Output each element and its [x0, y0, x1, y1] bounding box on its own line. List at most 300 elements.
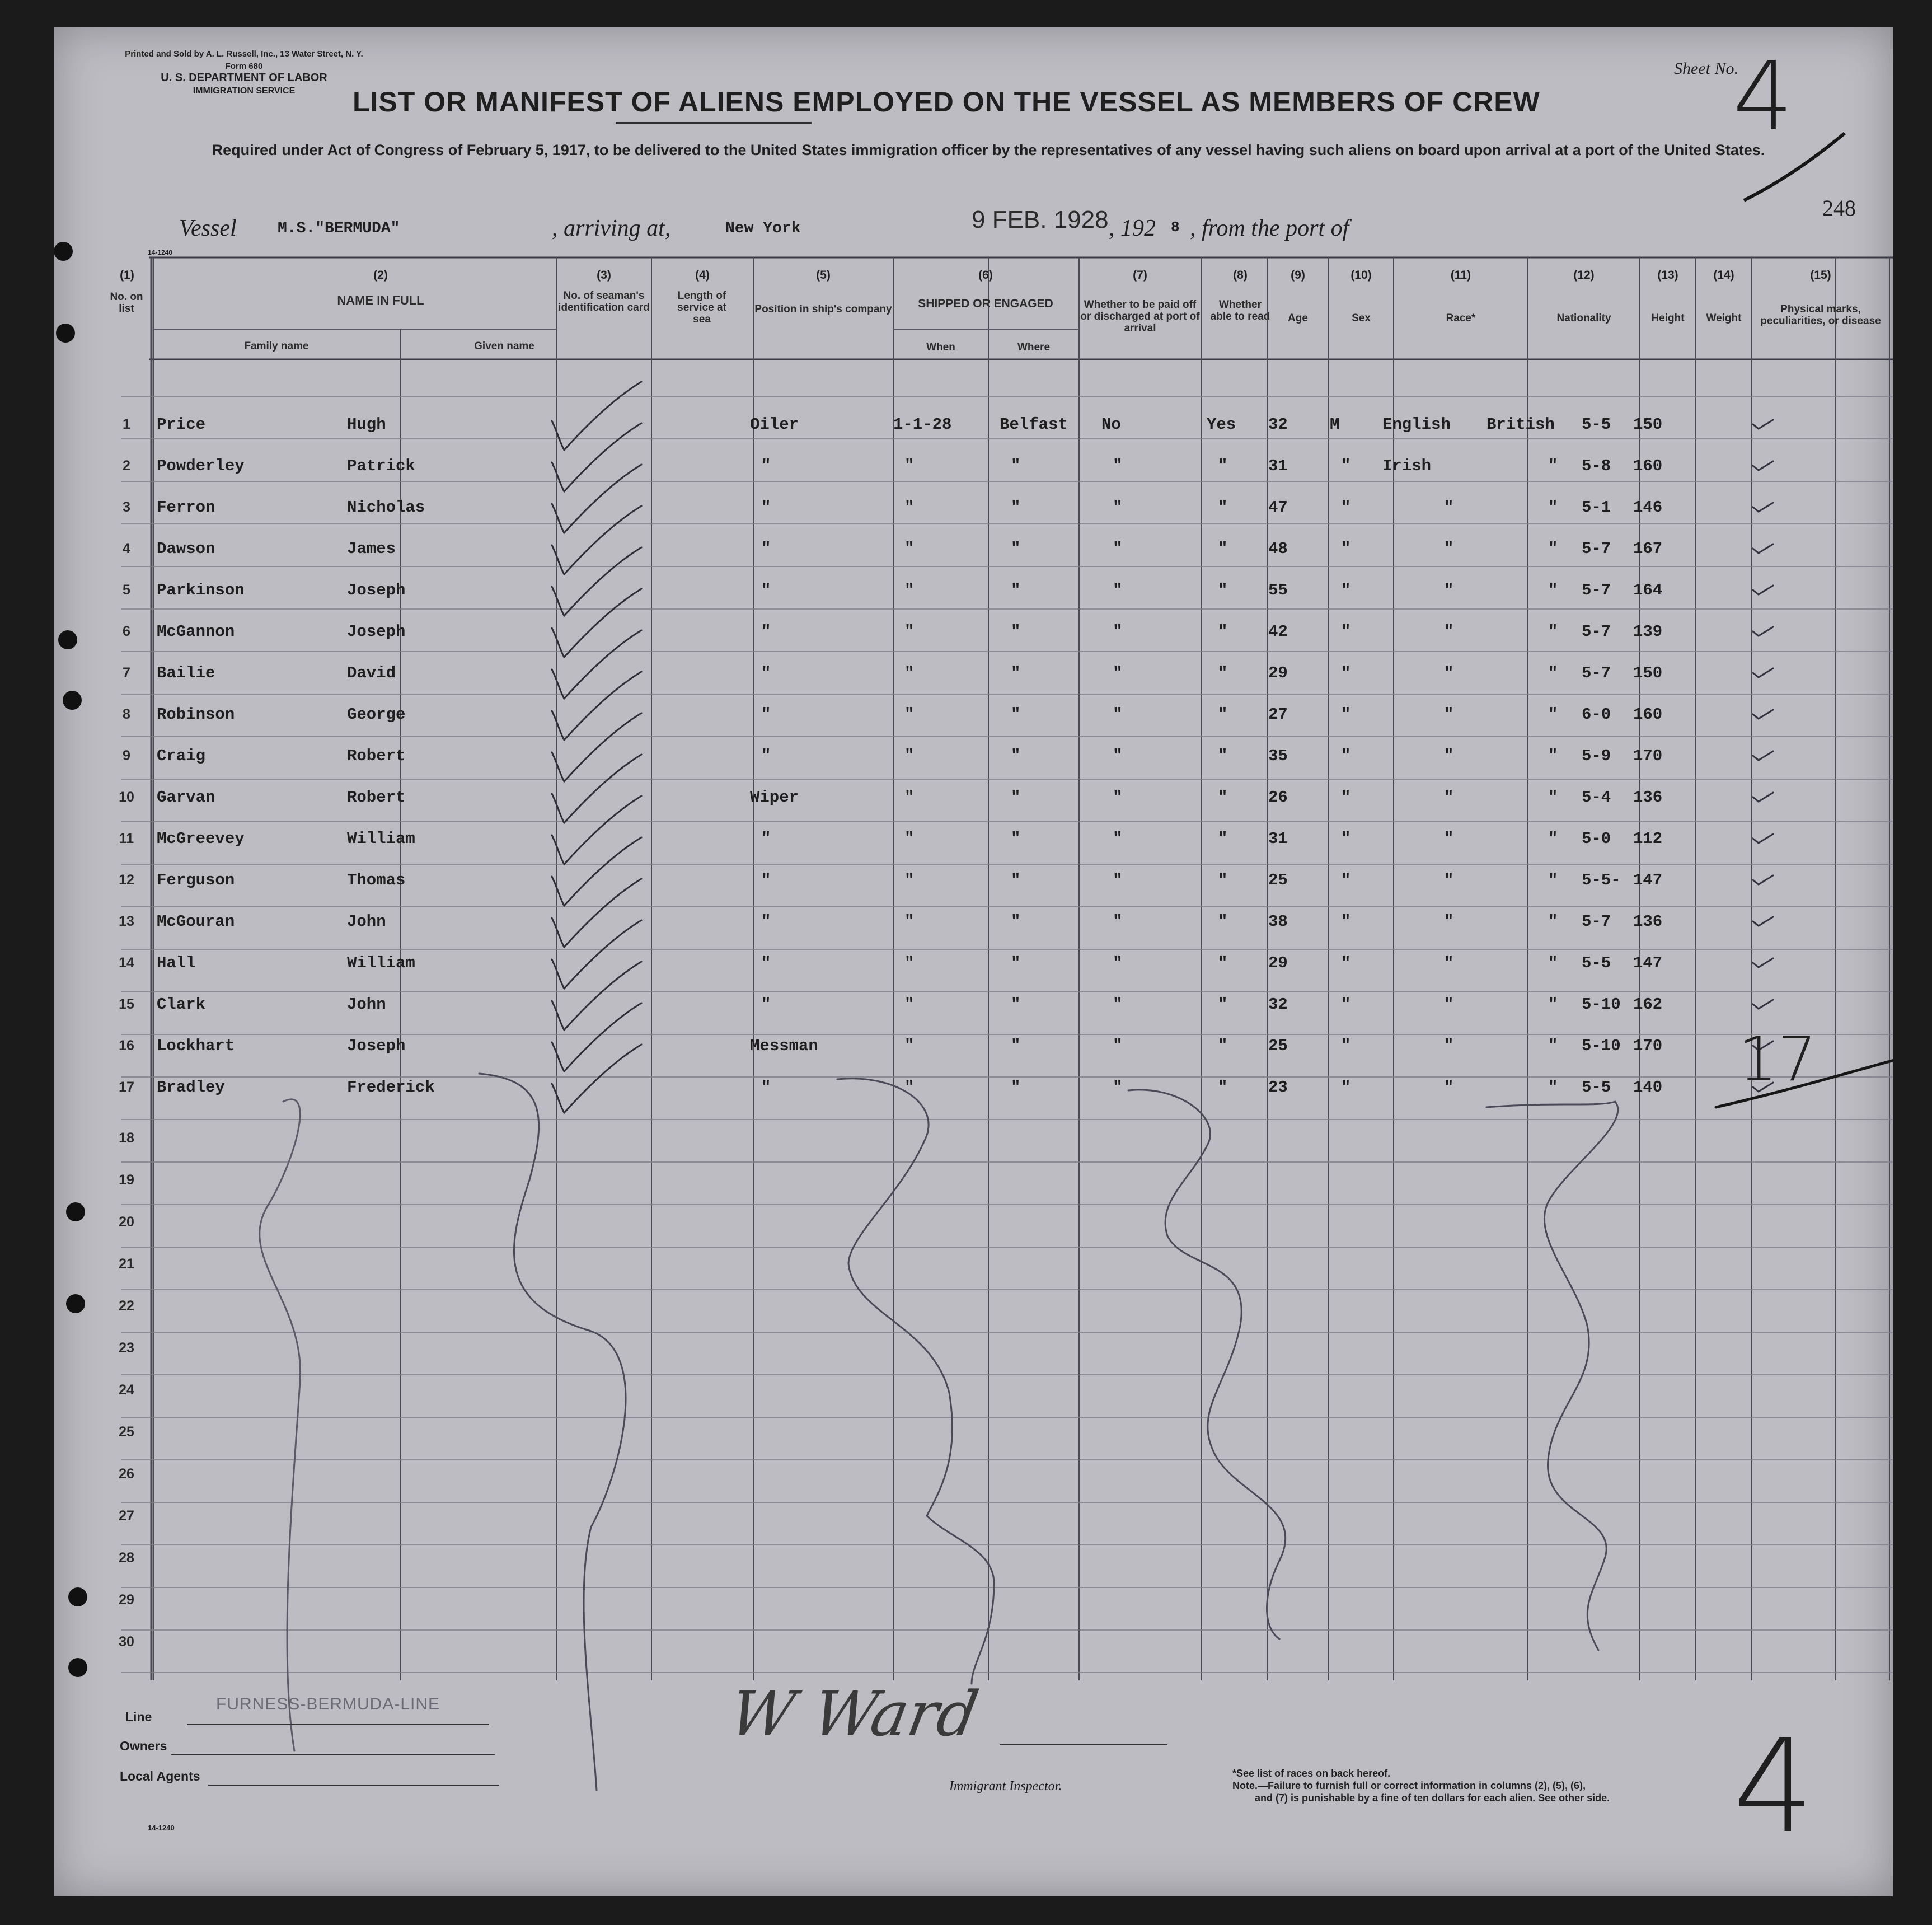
pencil-mark	[1753, 627, 1773, 636]
cell-paid: "	[1113, 457, 1123, 475]
cell-paid: "	[1113, 871, 1123, 889]
cell-height: 5-1	[1582, 498, 1611, 517]
line-label: Line	[125, 1709, 152, 1724]
row-number: 10	[119, 789, 134, 805]
cell-position: "	[761, 705, 771, 724]
cell-nationality: "	[1548, 954, 1558, 972]
pencil-mark	[1486, 1102, 1618, 1650]
cell-age: 27	[1268, 705, 1288, 724]
row-number: 25	[119, 1424, 134, 1440]
pencil-mark	[552, 589, 641, 657]
cell-age: 32	[1268, 415, 1288, 434]
pencil-mark	[552, 713, 641, 781]
cell-weight: 112	[1633, 830, 1663, 848]
cell-nationality: "	[1548, 457, 1558, 475]
cell-race: "	[1444, 664, 1454, 682]
cell-position: "	[761, 747, 771, 765]
pencil-mark	[1128, 1090, 1286, 1639]
cell-family: McGannon	[157, 622, 235, 641]
cell-when: "	[904, 498, 915, 517]
cell-age: 26	[1268, 788, 1288, 807]
cell-sex: "	[1341, 1037, 1351, 1055]
row-number: 19	[119, 1172, 134, 1188]
cell-given: David	[347, 664, 396, 682]
inspector-label: Immigrant Inspector.	[949, 1779, 1062, 1793]
pencil-mark	[1753, 461, 1773, 470]
cell-height: 5-10	[1582, 1037, 1621, 1055]
row-number: 22	[119, 1298, 134, 1314]
year-suffix: 8	[1171, 219, 1180, 236]
row-number: 7	[123, 665, 130, 681]
arriving-label: , arriving at,	[552, 216, 671, 241]
cell-where: "	[1011, 1078, 1021, 1097]
line-rule	[187, 1724, 489, 1725]
cell-nationality: "	[1548, 871, 1558, 889]
pencil-mark	[837, 1079, 994, 1684]
binder-hole	[68, 1658, 87, 1677]
cell-age: 32	[1268, 995, 1288, 1014]
cell-position: Oiler	[750, 415, 799, 434]
pencil-mark	[1753, 544, 1773, 553]
pencil-mark	[1753, 793, 1773, 802]
cell-family: Price	[157, 415, 206, 434]
cell-where: "	[1011, 747, 1021, 765]
line-stamp: FURNESS-BERMUDA-LINE	[216, 1695, 440, 1713]
row-number: 29	[119, 1592, 134, 1608]
cell-position: "	[761, 1078, 771, 1097]
cell-sex: "	[1341, 705, 1351, 724]
cell-position: "	[761, 540, 771, 558]
manifest-sheet	[54, 27, 1893, 1896]
cell-sex: "	[1341, 1078, 1351, 1097]
cell-weight: 167	[1633, 540, 1663, 558]
cell-age: 47	[1268, 498, 1288, 517]
row-number: 18	[119, 1130, 134, 1146]
cell-when: "	[904, 581, 915, 599]
col7-number: (7)	[1133, 269, 1147, 282]
col6-where-header: Where	[1017, 341, 1051, 353]
year-label: , 192	[1109, 216, 1156, 241]
cell-age: 25	[1268, 1037, 1288, 1055]
cell-nationality: "	[1548, 622, 1558, 641]
cell-where: "	[1011, 457, 1021, 475]
row-number: 14	[119, 955, 134, 971]
cell-race: "	[1444, 830, 1454, 848]
cell-given: James	[347, 540, 396, 558]
col4-number: (4)	[695, 269, 710, 282]
pencil-mark	[552, 920, 641, 989]
cell-paid: No	[1101, 415, 1121, 434]
cell-where: "	[1011, 995, 1021, 1014]
pencil-mark	[1753, 586, 1773, 594]
col3-number: (3)	[597, 269, 611, 282]
cell-read: "	[1218, 954, 1228, 972]
binder-hole	[66, 1202, 85, 1221]
printer-line: Printed and Sold by A. L. Russell, Inc., 13 Water Street, N. Y.	[125, 49, 363, 59]
cell-read: "	[1218, 830, 1228, 848]
cell-where: "	[1011, 705, 1021, 724]
col10-number: (10)	[1350, 269, 1372, 282]
cell-read: "	[1218, 457, 1228, 475]
col10-header: Sex	[1352, 312, 1371, 324]
agents-rule	[208, 1785, 499, 1786]
row-number: 13	[119, 914, 134, 929]
cell-read: "	[1218, 1037, 1228, 1055]
col9-header: Age	[1288, 312, 1308, 324]
cell-when: "	[904, 871, 915, 889]
cell-paid: "	[1113, 705, 1123, 724]
row-number: 17	[119, 1079, 134, 1095]
cell-sex: "	[1341, 622, 1351, 641]
inspector-signature: W Ward	[724, 1678, 984, 1750]
pencil-mark	[1753, 1000, 1773, 1009]
binder-hole	[58, 630, 77, 649]
sheet-number: 4	[1733, 41, 1794, 152]
cell-paid: "	[1113, 954, 1123, 972]
row-number: 4	[123, 541, 130, 556]
cell-read: "	[1218, 664, 1228, 682]
col7-header: Whether to be paid off or discharged at port of arrival	[1080, 299, 1200, 334]
cell-given: John	[347, 912, 386, 931]
cell-race: "	[1444, 581, 1454, 599]
cell-family: Dawson	[157, 540, 215, 558]
cell-race: English	[1382, 415, 1451, 434]
owners-label: Owners	[120, 1739, 167, 1753]
col15-number: (15)	[1810, 269, 1831, 282]
cell-read: "	[1218, 498, 1228, 517]
row-number: 24	[119, 1382, 134, 1398]
cell-given: Joseph	[347, 622, 406, 641]
row-number: 28	[119, 1550, 134, 1566]
col5-number: (5)	[816, 269, 831, 282]
cell-sex: M	[1330, 415, 1340, 434]
cell-age: 55	[1268, 581, 1288, 599]
cell-sex: "	[1341, 995, 1351, 1014]
cell-when: "	[904, 540, 915, 558]
cell-where: "	[1011, 871, 1021, 889]
col5-header: Position in ship's company	[754, 303, 892, 315]
cell-sex: "	[1341, 581, 1351, 599]
cell-where: "	[1011, 664, 1021, 682]
cell-height: 5-7	[1582, 664, 1611, 682]
cell-family: Ferguson	[157, 871, 235, 889]
pencil-mark	[552, 506, 641, 574]
cell-paid: "	[1113, 747, 1123, 765]
form-code-top: 14-1240	[148, 249, 173, 256]
pencil-mark	[1753, 917, 1773, 926]
row-number: 1	[123, 416, 130, 432]
cell-nationality: "	[1548, 581, 1558, 599]
cell-height: 5-7	[1582, 912, 1611, 931]
cell-nationality: "	[1548, 498, 1558, 517]
cell-where: "	[1011, 622, 1021, 641]
cell-paid: "	[1113, 788, 1123, 807]
pencil-mark	[552, 1045, 641, 1113]
cell-family: Parkinson	[157, 581, 245, 599]
pencil-mark	[1753, 420, 1773, 429]
cell-weight: 150	[1633, 415, 1663, 434]
cell-sex: "	[1341, 747, 1351, 765]
cell-nationality: "	[1548, 830, 1558, 848]
page-number: 248	[1822, 195, 1856, 221]
cell-age: 35	[1268, 747, 1288, 765]
cell-given: Joseph	[347, 1037, 406, 1055]
row-number: 26	[119, 1466, 134, 1482]
cell-position: "	[761, 912, 771, 931]
cell-age: 23	[1268, 1078, 1288, 1097]
row-number: 15	[119, 996, 134, 1012]
crew-tally: 17	[1738, 1023, 1817, 1095]
sheet-label: Sheet No.	[1674, 59, 1738, 78]
cell-where: "	[1011, 912, 1021, 931]
pencil-mark	[552, 672, 641, 740]
cell-nationality: "	[1548, 788, 1558, 807]
cell-height: 5-8	[1582, 457, 1611, 475]
col12-header: Nationality	[1556, 312, 1611, 324]
cell-given: Joseph	[347, 581, 406, 599]
cell-position: "	[761, 457, 771, 475]
cell-given: Frederick	[347, 1078, 435, 1097]
bottom-sheet-number: 4	[1733, 1712, 1815, 1862]
cell-age: 29	[1268, 954, 1288, 972]
cell-height: 5-7	[1582, 622, 1611, 641]
cell-read: "	[1218, 995, 1228, 1014]
cell-height: 5-5-	[1582, 871, 1621, 889]
pencil-mark	[552, 837, 641, 906]
row-number: 27	[119, 1508, 134, 1524]
from-port-label: , from the port of	[1190, 216, 1349, 241]
cell-where: "	[1011, 540, 1021, 558]
cell-nationality: "	[1548, 664, 1558, 682]
pencil-mark	[1753, 668, 1773, 677]
form-code-bottom: 14-1240	[148, 1824, 175, 1832]
handwritten-marks	[54, 27, 1893, 1896]
cell-sex: "	[1341, 871, 1351, 889]
cell-weight: 160	[1633, 457, 1663, 475]
col6-number: (6)	[978, 269, 993, 282]
pencil-mark	[552, 796, 641, 864]
cell-position: Messman	[750, 1037, 818, 1055]
cell-height: 5-5	[1582, 1078, 1611, 1097]
cell-race: Irish	[1382, 457, 1432, 475]
col1-header: No. on list	[110, 291, 143, 315]
col2-given-header: Given name	[474, 340, 534, 352]
pencil-mark	[552, 1003, 641, 1071]
col13-header: Height	[1651, 312, 1685, 324]
row-number: 3	[123, 499, 130, 515]
binder-hole	[66, 1294, 85, 1313]
cell-where: "	[1011, 830, 1021, 848]
cell-given: Nicholas	[347, 498, 425, 517]
col6-header: SHIPPED OR ENGAGED	[918, 297, 1053, 310]
col11-number: (11)	[1450, 269, 1471, 282]
cell-position: "	[761, 664, 771, 682]
cell-when: "	[904, 995, 915, 1014]
cell-paid: "	[1113, 995, 1123, 1014]
cell-nationality: "	[1548, 705, 1558, 724]
owners-rule	[171, 1754, 495, 1755]
row-number: 21	[119, 1256, 134, 1272]
cell-race: "	[1444, 705, 1454, 724]
cell-paid: "	[1113, 540, 1123, 558]
cell-family: McGouran	[157, 912, 235, 931]
cell-paid: "	[1113, 830, 1123, 848]
cell-weight: 150	[1633, 664, 1663, 682]
col2-number: (2)	[373, 269, 388, 282]
cell-family: Clark	[157, 995, 206, 1014]
pencil-mark	[260, 1099, 301, 1751]
row-number: 20	[119, 1214, 134, 1230]
cell-height: 6-0	[1582, 705, 1611, 724]
cell-sex: "	[1341, 498, 1351, 517]
pencil-mark	[552, 465, 641, 533]
pencil-mark	[552, 879, 641, 947]
cell-when: "	[904, 622, 915, 641]
races-note: *See list of races on back hereof.	[1232, 1768, 1391, 1779]
row-number: 23	[119, 1340, 134, 1356]
cell-race: "	[1444, 1037, 1454, 1055]
cell-weight: 170	[1633, 747, 1663, 765]
cell-when: "	[904, 830, 915, 848]
cell-race: "	[1444, 912, 1454, 931]
cell-where: "	[1011, 498, 1021, 517]
cell-when: "	[904, 1078, 915, 1097]
cell-race: "	[1444, 788, 1454, 807]
cell-age: 38	[1268, 912, 1288, 931]
requirement-text: Required under Act of Congress of February 5, 1917, to be delivered to the United States immigration officer by the representatives of any vessel having such aliens on board upon arrival at a port of the United States.	[212, 142, 1765, 158]
cell-height: 5-7	[1582, 581, 1611, 599]
cell-position: "	[761, 995, 771, 1014]
cell-race: "	[1444, 871, 1454, 889]
cell-read: "	[1218, 871, 1228, 889]
cell-height: 5-0	[1582, 830, 1611, 848]
cell-when: "	[904, 954, 915, 972]
cell-height: 5-4	[1582, 788, 1611, 807]
cell-paid: "	[1113, 498, 1123, 517]
cell-read: "	[1218, 540, 1228, 558]
cell-family: Robinson	[157, 705, 235, 724]
cell-race: "	[1444, 540, 1454, 558]
pencil-mark	[479, 1074, 626, 1790]
cell-height: 5-9	[1582, 747, 1611, 765]
pencil-mark	[1753, 751, 1773, 760]
cell-given: John	[347, 995, 386, 1014]
cell-family: Hall	[157, 954, 196, 972]
cell-weight: 147	[1633, 954, 1663, 972]
row-number: 12	[119, 872, 134, 888]
cell-family: Bradley	[157, 1078, 225, 1097]
cell-where: "	[1011, 581, 1021, 599]
cell-family: Bailie	[157, 664, 215, 682]
row-number: 9	[123, 748, 130, 764]
row-number: 2	[123, 458, 130, 474]
cell-when: "	[904, 912, 915, 931]
cell-nationality: "	[1548, 912, 1558, 931]
binder-hole	[63, 691, 82, 710]
vessel-name: M.S."BERMUDA"	[278, 220, 400, 237]
pencil-mark	[1753, 503, 1773, 512]
row-number: 16	[119, 1038, 134, 1053]
cell-paid: "	[1113, 1078, 1123, 1097]
cell-nationality: "	[1548, 747, 1558, 765]
cell-sex: "	[1341, 830, 1351, 848]
col14-number: (14)	[1713, 269, 1734, 282]
date-stamp: 9 FEB. 1928	[972, 206, 1109, 233]
cell-paid: "	[1113, 581, 1123, 599]
cell-age: 31	[1268, 457, 1288, 475]
cell-family: Craig	[157, 747, 206, 765]
binder-hole	[68, 1587, 87, 1606]
col15-header: Physical marks, peculiarities, or disease	[1760, 303, 1881, 327]
binder-hole	[54, 242, 73, 261]
row-number: 8	[123, 706, 130, 722]
cell-where: "	[1011, 1037, 1021, 1055]
cell-given: William	[347, 954, 415, 972]
pencil-mark	[552, 382, 641, 450]
cell-age: 31	[1268, 830, 1288, 848]
cell-race: "	[1444, 995, 1454, 1014]
cell-read: "	[1218, 912, 1228, 931]
cell-family: McGreevey	[157, 830, 245, 848]
cell-weight: 146	[1633, 498, 1663, 517]
cell-weight: 147	[1633, 871, 1663, 889]
cell-paid: "	[1113, 912, 1123, 931]
cell-family: Lockhart	[157, 1037, 235, 1055]
penalty-note-2: and (7) is punishable by a fine of ten dollars for each alien. See other side.	[1255, 1792, 1610, 1804]
cell-paid: "	[1113, 1037, 1123, 1055]
cell-age: 25	[1268, 871, 1288, 889]
service: IMMIGRATION SERVICE	[193, 86, 296, 96]
row-number: 11	[119, 831, 134, 846]
cell-where: Belfast	[1000, 415, 1068, 434]
col12-number: (12)	[1573, 269, 1595, 282]
row-number: 30	[119, 1634, 134, 1650]
cell-weight: 170	[1633, 1037, 1663, 1055]
cell-read: "	[1218, 788, 1228, 807]
cell-weight: 160	[1633, 705, 1663, 724]
cell-given: William	[347, 830, 415, 848]
cell-given: Hugh	[347, 415, 386, 434]
pencil-mark	[1753, 958, 1773, 967]
printer-form: Form 680	[225, 62, 263, 71]
cell-where: "	[1011, 788, 1021, 807]
col6-when-header: When	[926, 341, 955, 353]
cell-nationality: "	[1548, 1078, 1558, 1097]
pencil-mark	[1753, 834, 1773, 843]
cell-position: "	[761, 622, 771, 641]
col9-number: (9)	[1291, 269, 1305, 282]
cell-weight: 164	[1633, 581, 1663, 599]
col2-family-header: Family name	[244, 340, 309, 352]
cell-given: George	[347, 705, 406, 724]
cell-read: "	[1218, 622, 1228, 641]
cell-race: "	[1444, 1078, 1454, 1097]
cell-family: Garvan	[157, 788, 215, 807]
cell-read: "	[1218, 581, 1228, 599]
cell-paid: "	[1113, 622, 1123, 641]
pencil-mark	[1753, 875, 1773, 884]
cell-position: Wiper	[750, 788, 799, 807]
cell-age: 48	[1268, 540, 1288, 558]
cell-race: "	[1444, 747, 1454, 765]
cell-age: 29	[1268, 664, 1288, 682]
cell-read: "	[1218, 747, 1228, 765]
cell-read: "	[1218, 705, 1228, 724]
cell-sex: "	[1341, 664, 1351, 682]
cell-family: Ferron	[157, 498, 215, 517]
signature-rule	[1000, 1744, 1167, 1745]
cell-height: 5-10	[1582, 995, 1621, 1014]
